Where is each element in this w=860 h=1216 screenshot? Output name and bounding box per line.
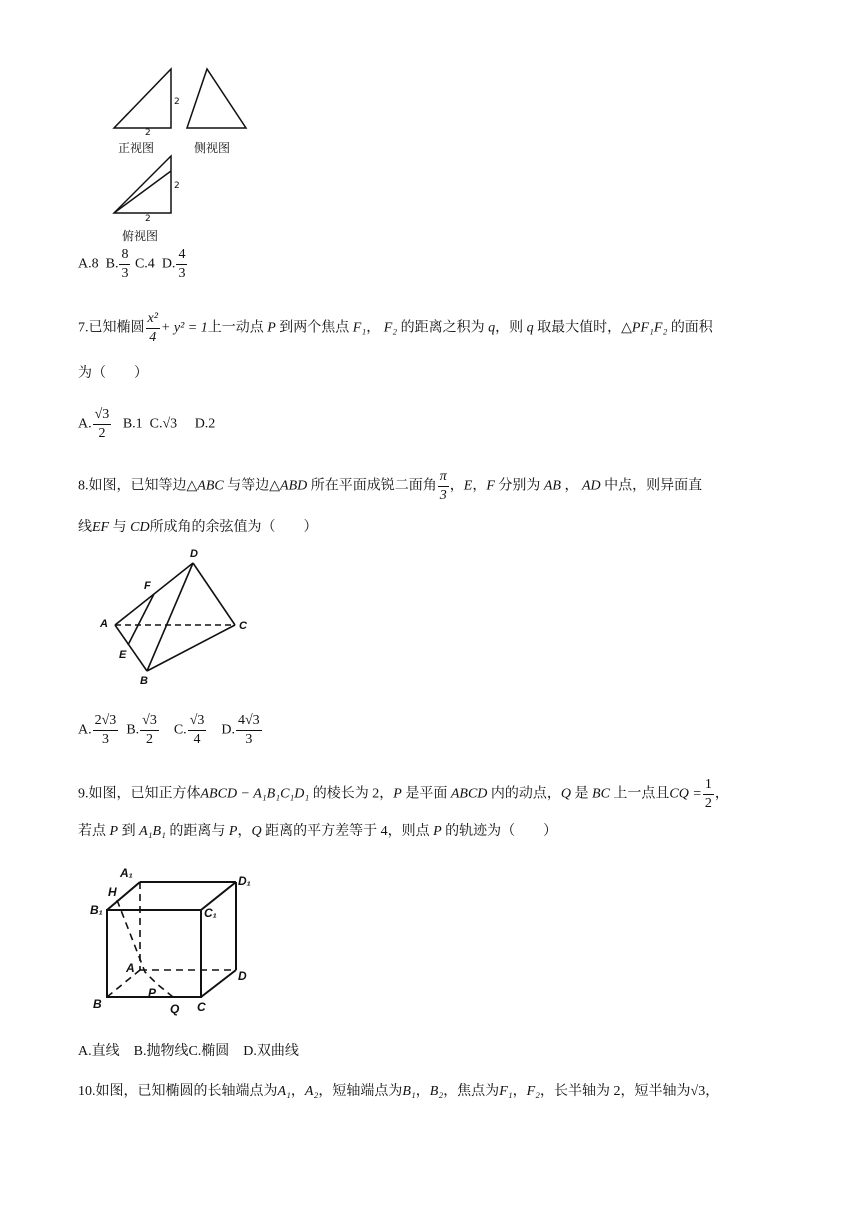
front-face [107, 910, 201, 997]
q8-options: A. $\frac{2√3}{3}$ B. $\frac{√3}{2}$ C. $\frac{√3}{4}$ D. $\frac{4√3}{3}$ [78, 713, 260, 747]
q9-cq-fraction: $\frac{1}{2}$ [704, 777, 712, 811]
q8-option-c-fraction: $\frac{√3}{4}$ [189, 713, 205, 747]
top-width-dim: 2 [145, 214, 151, 224]
option-b-fraction: $\frac{8}{3}$ [121, 247, 129, 281]
top-view-triangle [114, 156, 171, 213]
q9-line2: 若点 P 到 A₁B₁ 的距离与 P，Q 距离的平方差等于 4，则点 P 的轨迹为（ ） [78, 824, 558, 839]
label-f: F [144, 580, 151, 592]
edge-cd [193, 563, 235, 625]
label-a1: A₁ [120, 866, 133, 880]
edge-ba-dashed [107, 970, 140, 997]
edge-cd [201, 970, 236, 997]
label-b1: B₁ [90, 903, 103, 917]
option-a: A.8 [78, 256, 99, 272]
front-view-triangle [114, 69, 171, 128]
label-e: E [119, 649, 127, 661]
side-view-label: 侧视图 [194, 141, 231, 155]
label-q: Q [170, 1002, 180, 1016]
q8-option-b-fraction: $\frac{√3}{2}$ [142, 713, 157, 747]
label-d: D [190, 548, 198, 560]
label-a: A [126, 961, 135, 975]
q8-option-d-fraction: $\frac{4√3}{3}$ [238, 713, 260, 747]
q8-option-a-fraction: $\frac{2√3}{3}$ [94, 713, 117, 747]
option-d-fraction: $\frac{4}{3}$ [178, 247, 186, 281]
q8-line1: 8.如图，已知等边△ABC 与等边△ABD 所在平面成锐二面角 $\frac{\pi}{3}$ ，E，F 分别为 AB ， AD 中点，则异面直 [78, 469, 703, 503]
label-d: D [238, 969, 247, 983]
q7-line2: 为（ ） [78, 366, 148, 381]
label-h: H [108, 885, 117, 899]
q7-option-d: D.2 [194, 416, 216, 432]
edge-bd [147, 563, 193, 671]
label-b: B [93, 997, 102, 1011]
label-d1: D₁ [238, 874, 251, 888]
option-d-prefix: D. [161, 256, 176, 272]
front-width-dim: 2 [145, 128, 151, 138]
label-a: A [100, 618, 108, 630]
option-b-prefix: B. [105, 256, 119, 272]
q8-angle-fraction: $\frac{\pi}{3}$ [439, 469, 447, 503]
top-height-dim: 2 [174, 181, 180, 191]
q9-options: A.直线 B.抛物线C.椭圆 D.双曲线 [78, 1044, 299, 1059]
q6-options [78, 246, 188, 283]
edge-bc [147, 625, 235, 671]
edge-ab [115, 625, 147, 671]
path-h-p-q [117, 900, 173, 997]
label-c: C [239, 620, 247, 632]
q7-ellipse-fraction: $\frac{\text{x²}}{4}$ [147, 311, 158, 345]
label-c: C [197, 1000, 206, 1014]
q7-option-a-fraction: $\frac{√3}{2}$ [94, 407, 110, 441]
q8-line2: 线EF 与 CD所成角的余弦值为（ ） [78, 520, 318, 535]
label-c1: C₁ [204, 906, 217, 920]
top-view-label: 俯视图 [122, 229, 159, 243]
q10-line1: 10.如图，已知椭圆的长轴端点为A₁，A₂，短轴端点为B₁，B₂，焦点为F₁，F₂，长半轴为 2，短半轴为√3， [78, 1084, 720, 1099]
q7-line1: 7.已知椭圆 $\frac{\text{x²}}{4}$ + y² = 1上一动点 P 到两个焦点 F₁， F₂ 的距离之积为 q，则 q 取最大值时，△PF₁F₂ 的面积 [78, 311, 713, 345]
option-c: C.4 [134, 256, 155, 272]
label-b: B [140, 675, 148, 687]
front-height-dim: 2 [174, 97, 180, 107]
top-view-inner-line [114, 171, 171, 213]
q10-sqrt3: √3 [690, 1084, 706, 1099]
segment-ef [128, 594, 154, 645]
q7-option-b: B.1 [122, 416, 143, 432]
q7-options: A. $\frac{√3}{2}$ B.1 C.√3 D.2 [78, 407, 216, 441]
front-view-label: 正视图 [118, 141, 155, 155]
q7-option-c-value: √3 [162, 416, 178, 432]
q9-line1: 9.如图，已知正方体ABCD − A₁B₁C₁D₁ 的棱长为 2，P 是平面 ABCD 内的动点，Q 是 BC 上一点且CQ = $\frac{1}{2}$ ， [78, 777, 729, 811]
label-p: P [148, 986, 157, 1000]
side-view-triangle [187, 69, 246, 128]
